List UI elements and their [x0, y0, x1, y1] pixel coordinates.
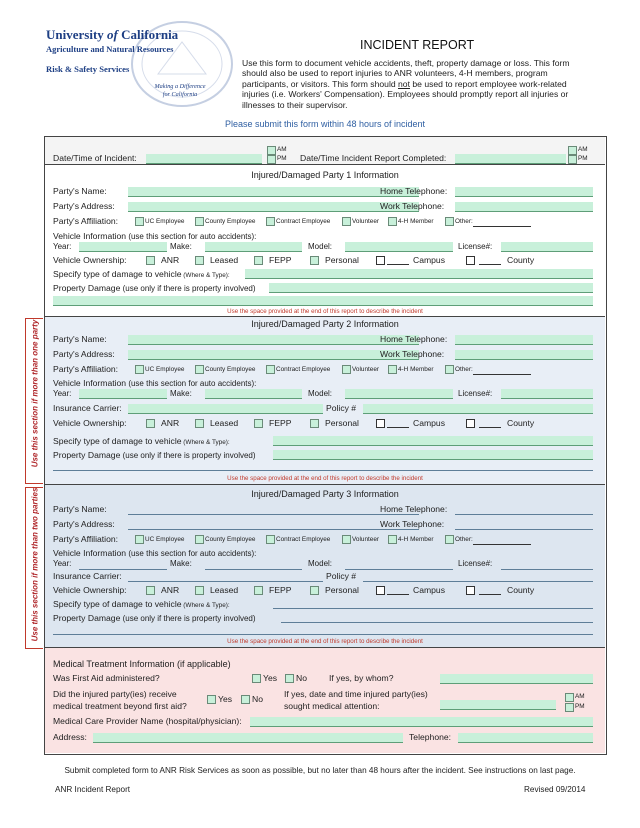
tagline-line-2: for California [162, 91, 198, 98]
year-label: Year: [53, 242, 72, 251]
aff-other-checkbox[interactable] [445, 535, 454, 544]
intro-line-5: illnesses to their supervisor. [242, 99, 348, 110]
party-3-title: Injured/Damaged Party 3 Information [251, 489, 399, 499]
logo-text-university: University [46, 27, 104, 42]
aff-4h-label: 4-H Member [398, 366, 434, 373]
party-1-year-input[interactable] [79, 242, 167, 252]
party-2-model-input[interactable] [345, 389, 453, 399]
own-fepp-label: FEPP [269, 255, 292, 265]
make-label: Make: [170, 242, 192, 251]
party-2-name-input[interactable] [128, 335, 419, 345]
party-3-property-damage-input[interactable] [281, 622, 593, 623]
aff-volunteer-label: Volunteer [352, 366, 380, 373]
university-logo [46, 27, 178, 54]
party-3-section [45, 485, 605, 648]
own-anr-label: ANR [161, 418, 180, 428]
year-label: Year: [53, 389, 72, 398]
incident-am-label: AM [277, 146, 287, 153]
party-3-policy-input[interactable] [363, 581, 593, 582]
incident-pm-checkbox[interactable] [267, 155, 276, 164]
own-county-blank[interactable] [479, 264, 501, 265]
ownership-label: Vehicle Ownership: [53, 585, 127, 595]
damage-type-label: Specify type of damage to vehicle (Where & Type): [53, 436, 230, 446]
department-name: Risk & Safety Services [46, 64, 130, 74]
own-county-checkbox[interactable] [466, 419, 475, 428]
party-affiliation-label: Party's Affiliation: [53, 534, 119, 544]
own-leased-checkbox[interactable] [195, 256, 204, 265]
party-name-label: Party's Name: [53, 504, 107, 514]
own-county-label: County [507, 418, 535, 428]
medical-am-label: AM [575, 693, 585, 700]
provider-address-input[interactable] [93, 733, 403, 743]
vehicle-info-label: Vehicle Information (use this section for auto accidents): [53, 548, 257, 558]
first-aid-yes-label: Yes [263, 673, 278, 683]
own-leased-label: Leased [210, 255, 239, 265]
party-1-name-input[interactable] [128, 187, 419, 197]
party-2-work-tel-input[interactable] [455, 350, 593, 360]
header [0, 0, 640, 130]
own-anr-label: ANR [161, 255, 180, 265]
party-1-section [45, 165, 605, 317]
aff-4h-checkbox[interactable] [388, 535, 397, 544]
aff-volunteer-label: Volunteer [352, 536, 380, 543]
insurance-label: Insurance Carrier: [53, 571, 122, 581]
party-2-year-input[interactable] [79, 389, 167, 399]
own-campus-checkbox[interactable] [376, 586, 385, 595]
first-aid-by-whom-input[interactable] [440, 674, 593, 684]
ownership-label: Vehicle Ownership: [53, 255, 127, 265]
party-2-insurance-input[interactable] [128, 404, 323, 414]
make-label: Make: [170, 389, 192, 398]
own-leased-checkbox[interactable] [195, 586, 204, 595]
aff-contract-checkbox[interactable] [266, 535, 275, 544]
party-1-model-input[interactable] [345, 242, 453, 252]
aff-uc-checkbox[interactable] [135, 535, 144, 544]
aff-volunteer-checkbox[interactable] [342, 535, 351, 544]
model-label: Model: [308, 389, 333, 398]
own-anr-label: ANR [161, 585, 180, 595]
policy-label: Policy # [326, 403, 357, 413]
logo-text-anr: Agriculture and Natural Resources [46, 44, 174, 54]
beyond-first-aid-label: Did the injured party(ies) receive medical treatment beyond first aid? [53, 689, 187, 711]
own-county-label: County [507, 585, 535, 595]
party-3-space-note: Use the space provided at the end of this report to describe the incident [227, 638, 423, 645]
party-affiliation-label: Party's Affiliation: [53, 216, 119, 226]
party-2-section [45, 317, 605, 485]
party-3-damage-type-input[interactable] [273, 608, 593, 609]
own-campus-label: Campus [413, 418, 445, 428]
own-campus-checkbox[interactable] [376, 256, 385, 265]
beyond-yes-label: Yes [218, 694, 233, 704]
own-fepp-checkbox[interactable] [254, 419, 263, 428]
sought-attention-input[interactable] [440, 700, 556, 710]
aff-uc-label: UC Employee [145, 366, 185, 373]
party-3-side-note: Use this section if more than two parties [30, 487, 40, 642]
tagline [140, 83, 220, 99]
medical-pm-checkbox[interactable] [565, 703, 574, 712]
party-address-label: Party's Address: [53, 349, 115, 359]
aff-uc-label: UC Employee [145, 218, 185, 225]
medical-title: Medical Treatment Information (if applicable) [53, 659, 231, 669]
party-address-label: Party's Address: [53, 519, 115, 529]
party-2-property-damage-input[interactable] [273, 450, 593, 460]
provider-telephone-input[interactable] [458, 733, 593, 743]
first-aid-no-checkbox[interactable] [285, 674, 294, 683]
own-county-checkbox[interactable] [466, 586, 475, 595]
party-2-license-input[interactable] [501, 389, 593, 399]
own-personal-label: Personal [325, 255, 359, 265]
own-personal-label: Personal [325, 418, 359, 428]
vehicle-info-label: Vehicle Information (use this section for auto accidents): [53, 231, 257, 241]
by-whom-label: If yes, by whom? [329, 673, 394, 683]
aff-other-input[interactable] [473, 544, 531, 545]
report-completed-input[interactable] [455, 154, 566, 164]
party-1-space-note: Use the space provided at the end of this report to describe the incident [227, 308, 423, 315]
completed-pm-checkbox[interactable] [568, 155, 577, 164]
own-leased-label: Leased [210, 585, 239, 595]
first-aid-no-label: No [296, 673, 307, 683]
party-1-home-tel-input[interactable] [455, 187, 593, 197]
medical-pm-label: PM [575, 703, 585, 710]
own-campus-checkbox[interactable] [376, 419, 385, 428]
logo-text-california: California [121, 27, 179, 42]
own-fepp-checkbox[interactable] [254, 586, 263, 595]
completed-am-label: AM [578, 146, 588, 153]
submit-notice: Please submit this form within 48 hours of incident [224, 119, 426, 129]
intro-text [242, 58, 592, 110]
aff-uc-label: UC Employee [145, 536, 185, 543]
aff-county-checkbox[interactable] [195, 535, 204, 544]
property-damage-label: Property Damage (use only if there is property involved) [53, 450, 256, 460]
work-tel-label: Work Telephone: [380, 349, 445, 359]
own-county-label: County [507, 255, 535, 265]
party-2-space-note: Use the space provided at the end of this report to describe the incident [227, 475, 423, 482]
aff-other-label: Other: [455, 536, 473, 543]
party-affiliation-label: Party's Affiliation: [53, 364, 119, 374]
completed-pm-label: PM [578, 155, 588, 162]
own-county-blank[interactable] [479, 427, 501, 428]
aff-4h-label: 4-H Member [398, 536, 434, 543]
own-personal-checkbox[interactable] [310, 586, 319, 595]
party-3-home-tel-input[interactable] [455, 505, 593, 515]
own-personal-label: Personal [325, 585, 359, 595]
telephone-label: Telephone: [409, 732, 452, 742]
incident-am-checkbox[interactable] [267, 146, 276, 155]
own-fepp-checkbox[interactable] [254, 256, 263, 265]
party-3-insurance-input[interactable] [128, 581, 323, 582]
party-2-policy-input[interactable] [363, 404, 593, 414]
own-leased-checkbox[interactable] [195, 419, 204, 428]
aff-contract-label: Contract Employee [276, 218, 331, 225]
party-2-damage-type-input[interactable] [273, 436, 593, 446]
party-2-home-tel-input[interactable] [455, 335, 593, 345]
work-tel-label: Work Telephone: [380, 519, 445, 529]
work-tel-label: Work Telephone: [380, 201, 445, 211]
model-label: Model: [308, 559, 333, 568]
footer-form-name: ANR Incident Report [55, 785, 131, 794]
make-label: Make: [170, 559, 192, 568]
own-personal-checkbox[interactable] [310, 256, 319, 265]
party-3-name-input[interactable] [128, 505, 419, 515]
aff-volunteer-checkbox[interactable] [342, 365, 351, 374]
policy-label: Policy # [326, 571, 357, 581]
vehicle-info-label: Vehicle Information (use this section for auto accidents): [53, 378, 257, 388]
home-tel-label: Home Telephone: [380, 504, 448, 514]
aff-other-input[interactable] [473, 374, 531, 375]
aff-other-input[interactable] [473, 226, 531, 227]
datetime-row [45, 137, 605, 165]
completed-am-checkbox[interactable] [568, 146, 577, 155]
tagline-line-1: Making a Difference [154, 83, 206, 90]
report-completed-label: Date/Time Incident Report Completed: [300, 153, 447, 163]
intro-line-4: injuries (i.e. Workers' Compensation). Employees should promptly report all injuries or [242, 89, 569, 100]
beyond-yes-checkbox[interactable] [207, 695, 216, 704]
own-campus-label: Campus [413, 585, 445, 595]
aff-volunteer-label: Volunteer [352, 218, 380, 225]
own-anr-checkbox[interactable] [146, 256, 155, 265]
aff-uc-checkbox[interactable] [135, 365, 144, 374]
own-personal-checkbox[interactable] [310, 419, 319, 428]
own-campus-blank[interactable] [387, 594, 409, 595]
home-tel-label: Home Telephone: [380, 334, 448, 344]
property-damage-label: Property Damage (use only if there is property involved) [53, 613, 256, 623]
damage-type-label: Specify type of damage to vehicle (Where & Type): [53, 269, 230, 279]
incident-datetime-label: Date/Time of Incident: [53, 153, 137, 163]
party-1-damage-type-input[interactable] [245, 269, 593, 279]
aff-other-label: Other: [455, 366, 473, 373]
logo-text-of: of [107, 27, 118, 42]
aff-county-label: County Employee [205, 218, 256, 225]
party-3-year-input[interactable] [79, 569, 167, 570]
license-label: License#: [458, 559, 493, 568]
home-tel-label: Home Telephone: [380, 186, 448, 196]
party-2-make-input[interactable] [205, 389, 302, 399]
own-fepp-label: FEPP [269, 418, 292, 428]
party-3-license-input[interactable] [501, 569, 593, 570]
own-campus-blank[interactable] [387, 264, 409, 265]
page-title: INCIDENT REPORT [360, 38, 475, 52]
aff-county-label: County Employee [205, 366, 256, 373]
party-3-address-input[interactable] [128, 520, 419, 530]
party-2-title: Injured/Damaged Party 2 Information [251, 319, 399, 329]
party-2-address-input[interactable] [128, 350, 419, 360]
party-3-make-input[interactable] [205, 569, 302, 570]
aff-volunteer-checkbox[interactable] [342, 217, 351, 226]
party-1-make-input[interactable] [205, 242, 302, 252]
intro-line-3: participants, or visitors. This form should not be used to report employee work-related [242, 78, 567, 89]
aff-other-label: Other: [455, 218, 473, 225]
beyond-no-label: No [252, 694, 263, 704]
property-damage-label: Property Damage (use only if there is property involved) [53, 283, 256, 293]
aff-contract-label: Contract Employee [276, 366, 331, 373]
license-label: License#: [458, 242, 493, 251]
own-fepp-label: FEPP [269, 585, 292, 595]
provider-label: Medical Care Provider Name (hospital/physician): [53, 716, 242, 726]
aff-county-checkbox[interactable] [195, 365, 204, 374]
party-3-property-damage-input-2[interactable] [53, 634, 593, 635]
beyond-no-checkbox[interactable] [241, 695, 250, 704]
aff-contract-label: Contract Employee [276, 536, 331, 543]
medical-am-checkbox[interactable] [565, 693, 574, 702]
party-1-property-damage-input[interactable] [269, 283, 593, 293]
first-aid-yes-checkbox[interactable] [252, 674, 261, 683]
party-1-address-input[interactable] [128, 202, 419, 212]
party-1-license-input[interactable] [501, 242, 593, 252]
aff-4h-label: 4-H Member [398, 218, 434, 225]
party-1-title: Injured/Damaged Party 1 Information [251, 170, 399, 180]
footer-revised: Revised 09/2014 [524, 785, 586, 794]
ownership-label: Vehicle Ownership: [53, 418, 127, 428]
aff-contract-checkbox[interactable] [266, 217, 275, 226]
incident-pm-label: PM [277, 155, 287, 162]
aff-other-checkbox[interactable] [445, 217, 454, 226]
party-name-label: Party's Name: [53, 334, 107, 344]
own-campus-label: Campus [413, 255, 445, 265]
medical-section [45, 648, 605, 753]
address-label: Address: [53, 732, 87, 742]
aff-contract-checkbox[interactable] [266, 365, 275, 374]
party-2-property-damage-input-2[interactable] [53, 470, 593, 471]
own-county-blank[interactable] [479, 594, 501, 595]
footer-submit-text: Submit completed form to ANR Risk Services as soon as possible, but no later than 48 hours after the incident. See instructions on last page. [64, 766, 576, 775]
party-2-side-note: Use this section if more than one party [30, 319, 40, 468]
license-label: License#: [458, 389, 493, 398]
aff-4h-checkbox[interactable] [388, 365, 397, 374]
intro-line-2: should also be used to report injuries to ANR volunteers, 4-H members, program [242, 68, 548, 79]
own-county-checkbox[interactable] [466, 256, 475, 265]
provider-input[interactable] [250, 717, 593, 727]
own-leased-label: Leased [210, 418, 239, 428]
own-anr-checkbox[interactable] [146, 419, 155, 428]
aff-county-label: County Employee [205, 536, 256, 543]
aff-county-checkbox[interactable] [195, 217, 204, 226]
intro-line-1: Use this form to document vehicle accidents, theft, property damage or loss. This form [242, 58, 570, 68]
party-name-label: Party's Name: [53, 186, 107, 196]
aff-other-checkbox[interactable] [445, 365, 454, 374]
first-aid-label: Was First Aid administered? [53, 673, 160, 683]
own-anr-checkbox[interactable] [146, 586, 155, 595]
sought-attention-label: If yes, date and time injured party(ies) sought medical attention: [284, 689, 428, 711]
model-label: Model: [308, 242, 333, 251]
aff-uc-checkbox[interactable] [135, 217, 144, 226]
party-3-model-input[interactable] [345, 569, 453, 570]
incident-datetime-input[interactable] [146, 154, 262, 164]
party-address-label: Party's Address: [53, 201, 115, 211]
insurance-label: Insurance Carrier: [53, 403, 122, 413]
party-1-work-tel-input[interactable] [455, 202, 593, 212]
party-3-work-tel-input[interactable] [455, 520, 593, 530]
aff-4h-checkbox[interactable] [388, 217, 397, 226]
damage-type-label: Specify type of damage to vehicle (Where & Type): [53, 599, 230, 609]
year-label: Year: [53, 559, 72, 568]
own-campus-blank[interactable] [387, 427, 409, 428]
party-1-property-damage-input-2[interactable] [53, 296, 593, 306]
